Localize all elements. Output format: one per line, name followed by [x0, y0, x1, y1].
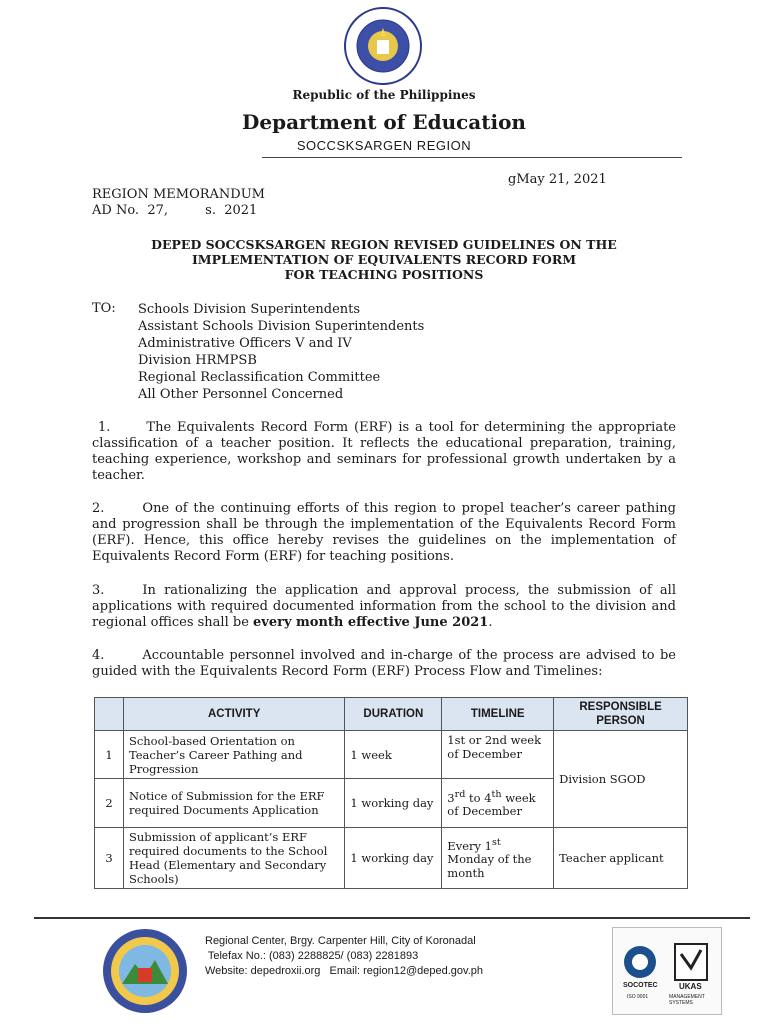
- row-number: 1: [95, 731, 124, 779]
- activity-cell: School-based Orientation on Teacher’s Career Pathing and Progression: [123, 731, 344, 779]
- responsible-cell: Teacher applicant: [554, 828, 688, 889]
- memo-type: REGION MEMORANDUM: [92, 187, 265, 202]
- to-label: TO:: [92, 301, 116, 316]
- ukas-sub: MANAGEMENT SYSTEMS: [669, 994, 705, 1006]
- paragraph-4: [92, 648, 676, 680]
- timeline-cell: Every 1st Monday of the month: [442, 828, 554, 889]
- region-heading: SOCCSKSARGEN REGION: [296, 138, 472, 153]
- department-heading: Department of Education: [242, 110, 526, 134]
- recipient-list: [138, 301, 424, 403]
- timeline-cell: 1st or 2nd week of December: [442, 731, 554, 779]
- socotec-sub: ISO 9001: [627, 994, 649, 1000]
- recipient-item: All Other Personnel Concerned: [138, 387, 344, 402]
- footer-web-email: Website: depedroxii.org Email: region12@deped.gov.ph: [205, 965, 483, 977]
- memo-title: [92, 237, 676, 282]
- recipient-item: Schools Division Superintendents: [138, 302, 361, 317]
- memo-id-block: [92, 187, 265, 219]
- recipient-item: Administrative Officers V and IV: [138, 336, 352, 351]
- activity-cell: Submission of applicant’s ERF required documents to the School Head (Elementary and Secondary Schools): [123, 828, 344, 889]
- paragraph-1: [92, 420, 676, 484]
- recipient-item: Regional Reclassification Committee: [138, 370, 381, 385]
- regional-office-logo: [100, 926, 190, 1016]
- row-number: 2: [95, 779, 124, 828]
- paragraph-text: One of the continuing efforts of this region to propel teacher’s career pathing and progression shall be through the implementation of the Equivalents Record Form (ERF). Hence, this office hereby revises the guidelines on the implementation of Equivalents Record Form (ERF) for teaching positions.: [92, 501, 676, 564]
- ukas-label: UKAS: [679, 982, 702, 991]
- paragraph-text: Accountable personnel involved and in-charge of the process are advised to be guided with the Equivalents Record Form (ERF) Process Flow and Timelines:: [92, 648, 676, 679]
- recipient-item: Assistant Schools Division Superintendents: [138, 319, 425, 334]
- effective-date-emphasis: every month effective June 2021: [253, 615, 489, 630]
- table-row: [95, 731, 688, 779]
- paragraph-text: In rationalizing the application and approval process, the submission of all applications with required documented information from the school to the division and regional offices shall be: [92, 583, 676, 630]
- header-divider: [262, 157, 682, 158]
- paragraph-3: [92, 583, 676, 631]
- paragraph-number: 3.: [92, 583, 105, 598]
- timeline-cell: 3rd to 4th week of December: [442, 779, 554, 828]
- footer-address: Regional Center, Brgy. Carpenter Hill, City of Koronadal: [205, 935, 476, 947]
- duration-cell: 1 week: [345, 731, 442, 779]
- republic-heading: Republic of the Philippines: [292, 88, 476, 102]
- memo-number: AD No. 27, s. 2021: [92, 203, 258, 218]
- certification-badges: [612, 927, 722, 1015]
- paragraph-text: The Equivalents Record Form (ERF) is a tool for determining the appropriate classification of a teacher position. It reflects the educational preparation, training, teaching experience, workshop and seminars for professional growth undertaken by a teacher.: [92, 420, 676, 483]
- responsible-cell: Division SGOD: [554, 731, 688, 828]
- duration-cell: 1 working day: [345, 828, 442, 889]
- paragraph-number: 4.: [92, 648, 105, 663]
- col-header-number: [95, 698, 124, 731]
- erf-process-table: [94, 697, 688, 889]
- socotec-label: SOCOTEC: [623, 982, 658, 989]
- paragraph-2: [92, 501, 676, 565]
- recipient-item: Division HRMPSB: [138, 353, 257, 368]
- deped-seal: [328, 6, 438, 86]
- row-number: 3: [95, 828, 124, 889]
- col-header-activity: ACTIVITY: [123, 698, 344, 731]
- footer-divider: [34, 917, 750, 919]
- activity-cell: Notice of Submission for the ERF required Documents Application: [123, 779, 344, 828]
- col-header-duration: DURATION: [345, 698, 442, 731]
- title-line-1: DEPED SOCCSKSARGEN REGION REVISED GUIDELINES ON THE: [151, 237, 617, 252]
- paragraph-text-end: .: [488, 615, 493, 630]
- paragraph-number: 1.: [98, 420, 111, 435]
- footer-telefax: Telefax No.: (083) 2288825/ (083) 2281893: [205, 950, 419, 962]
- title-line-2: IMPLEMENTATION OF EQUIVALENTS RECORD FORM: [191, 252, 577, 267]
- footer-contact: [205, 934, 483, 979]
- paragraph-number: 2.: [92, 501, 105, 516]
- col-header-responsible: RESPONSIBLE PERSON: [554, 698, 688, 731]
- memo-date: gMay 21, 2021: [508, 172, 607, 187]
- table-row: [95, 828, 688, 889]
- col-header-timeline: TIMELINE: [442, 698, 554, 731]
- table-header-row: [95, 698, 688, 731]
- duration-cell: 1 working day: [345, 779, 442, 828]
- title-line-3: FOR TEACHING POSITIONS: [284, 267, 484, 282]
